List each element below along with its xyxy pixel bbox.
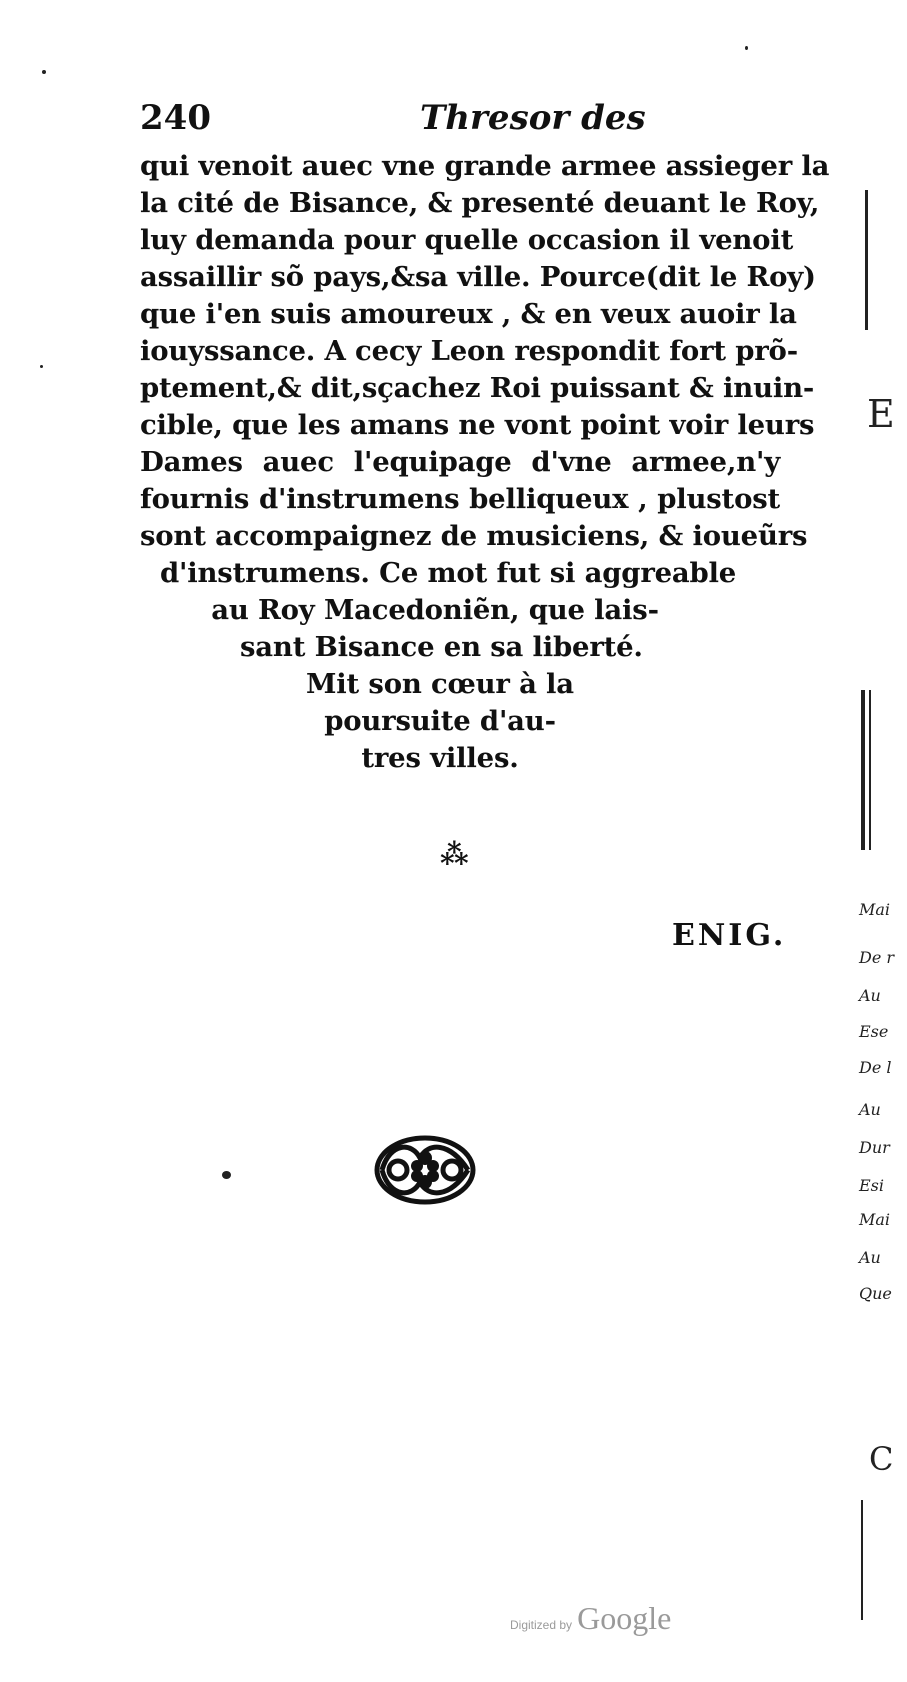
adjacent-page-edge [855, 0, 907, 1682]
page-number: 240 [140, 98, 211, 138]
edge-fragment: De l [859, 1058, 892, 1077]
ink-spot [40, 365, 43, 368]
watermark-prefix: Digitized by [510, 1618, 573, 1632]
digitization-watermark [510, 1600, 671, 1637]
text-line: d'instrumens. Ce mot fut si aggreable [160, 557, 737, 589]
asterism: ⁂ [440, 838, 469, 871]
text-line: la cité de Bisance, & presenté deuant le Roy, [140, 187, 820, 219]
edge-fragment: Mai [859, 1210, 891, 1229]
edge-ornament [861, 690, 865, 850]
edge-ornament [861, 1500, 863, 1620]
text-line: Dames auec l'equipage d'vne armee,n'y [140, 446, 780, 478]
text-line: sant Bisance en sa liberté. [240, 631, 643, 663]
edge-fragment: Dur [859, 1138, 890, 1157]
text-line: iouyssance. A cecy Leon respondit fort prõ- [140, 335, 798, 367]
edge-fragment: Au [859, 986, 881, 1005]
edge-fragment: Que [859, 1284, 892, 1303]
text-line: sont accompaignez de musiciens, & ioueũrs [140, 520, 808, 552]
ink-spot [745, 46, 748, 50]
running-title: Thresor des [420, 98, 646, 138]
edge-letter: E [867, 392, 895, 436]
text-line: au Roy Macedoniẽn, que lais- [211, 594, 659, 626]
ornament-icon [370, 1130, 480, 1210]
edge-ornament [865, 190, 868, 330]
page-header [140, 98, 780, 148]
text-line: assaillir sõ pays,&sa ville. Pource(dit le Roy) [140, 261, 816, 293]
edge-fragment: De r [859, 948, 895, 967]
edge-fragment: Ese [859, 1022, 889, 1041]
edge-fragment: Au [859, 1100, 881, 1119]
text-line: fournis d'instrumens belliqueux , plustost [140, 483, 780, 515]
text-line: luy demanda pour quelle occasion il venoit [140, 224, 794, 256]
body-text [140, 148, 830, 777]
watermark-logo: Google [577, 1600, 672, 1636]
edge-letter: C [869, 1440, 894, 1478]
ink-spot [222, 1171, 231, 1179]
text-line: ptement,& dit,sçachez Roi puissant & inuin- [140, 372, 815, 404]
edge-fragment: Au [859, 1248, 881, 1267]
text-line: poursuite d'au- [324, 705, 556, 737]
text-line: cible, que les amans ne vont point voir leurs [140, 409, 815, 441]
text-line: tres villes. [361, 742, 519, 774]
text-line: que i'en suis amoureux , & en veux auoir la [140, 298, 797, 330]
edge-ornament [869, 690, 871, 850]
ink-spot [42, 70, 46, 74]
text-line: Mit son cœur à la [306, 668, 574, 700]
edge-fragment: Esi [859, 1176, 885, 1195]
edge-fragment: Mai [859, 900, 891, 919]
text-line: qui venoit auec vne grande armee assieger la [140, 150, 830, 182]
catchword: ENIG. [672, 918, 787, 953]
